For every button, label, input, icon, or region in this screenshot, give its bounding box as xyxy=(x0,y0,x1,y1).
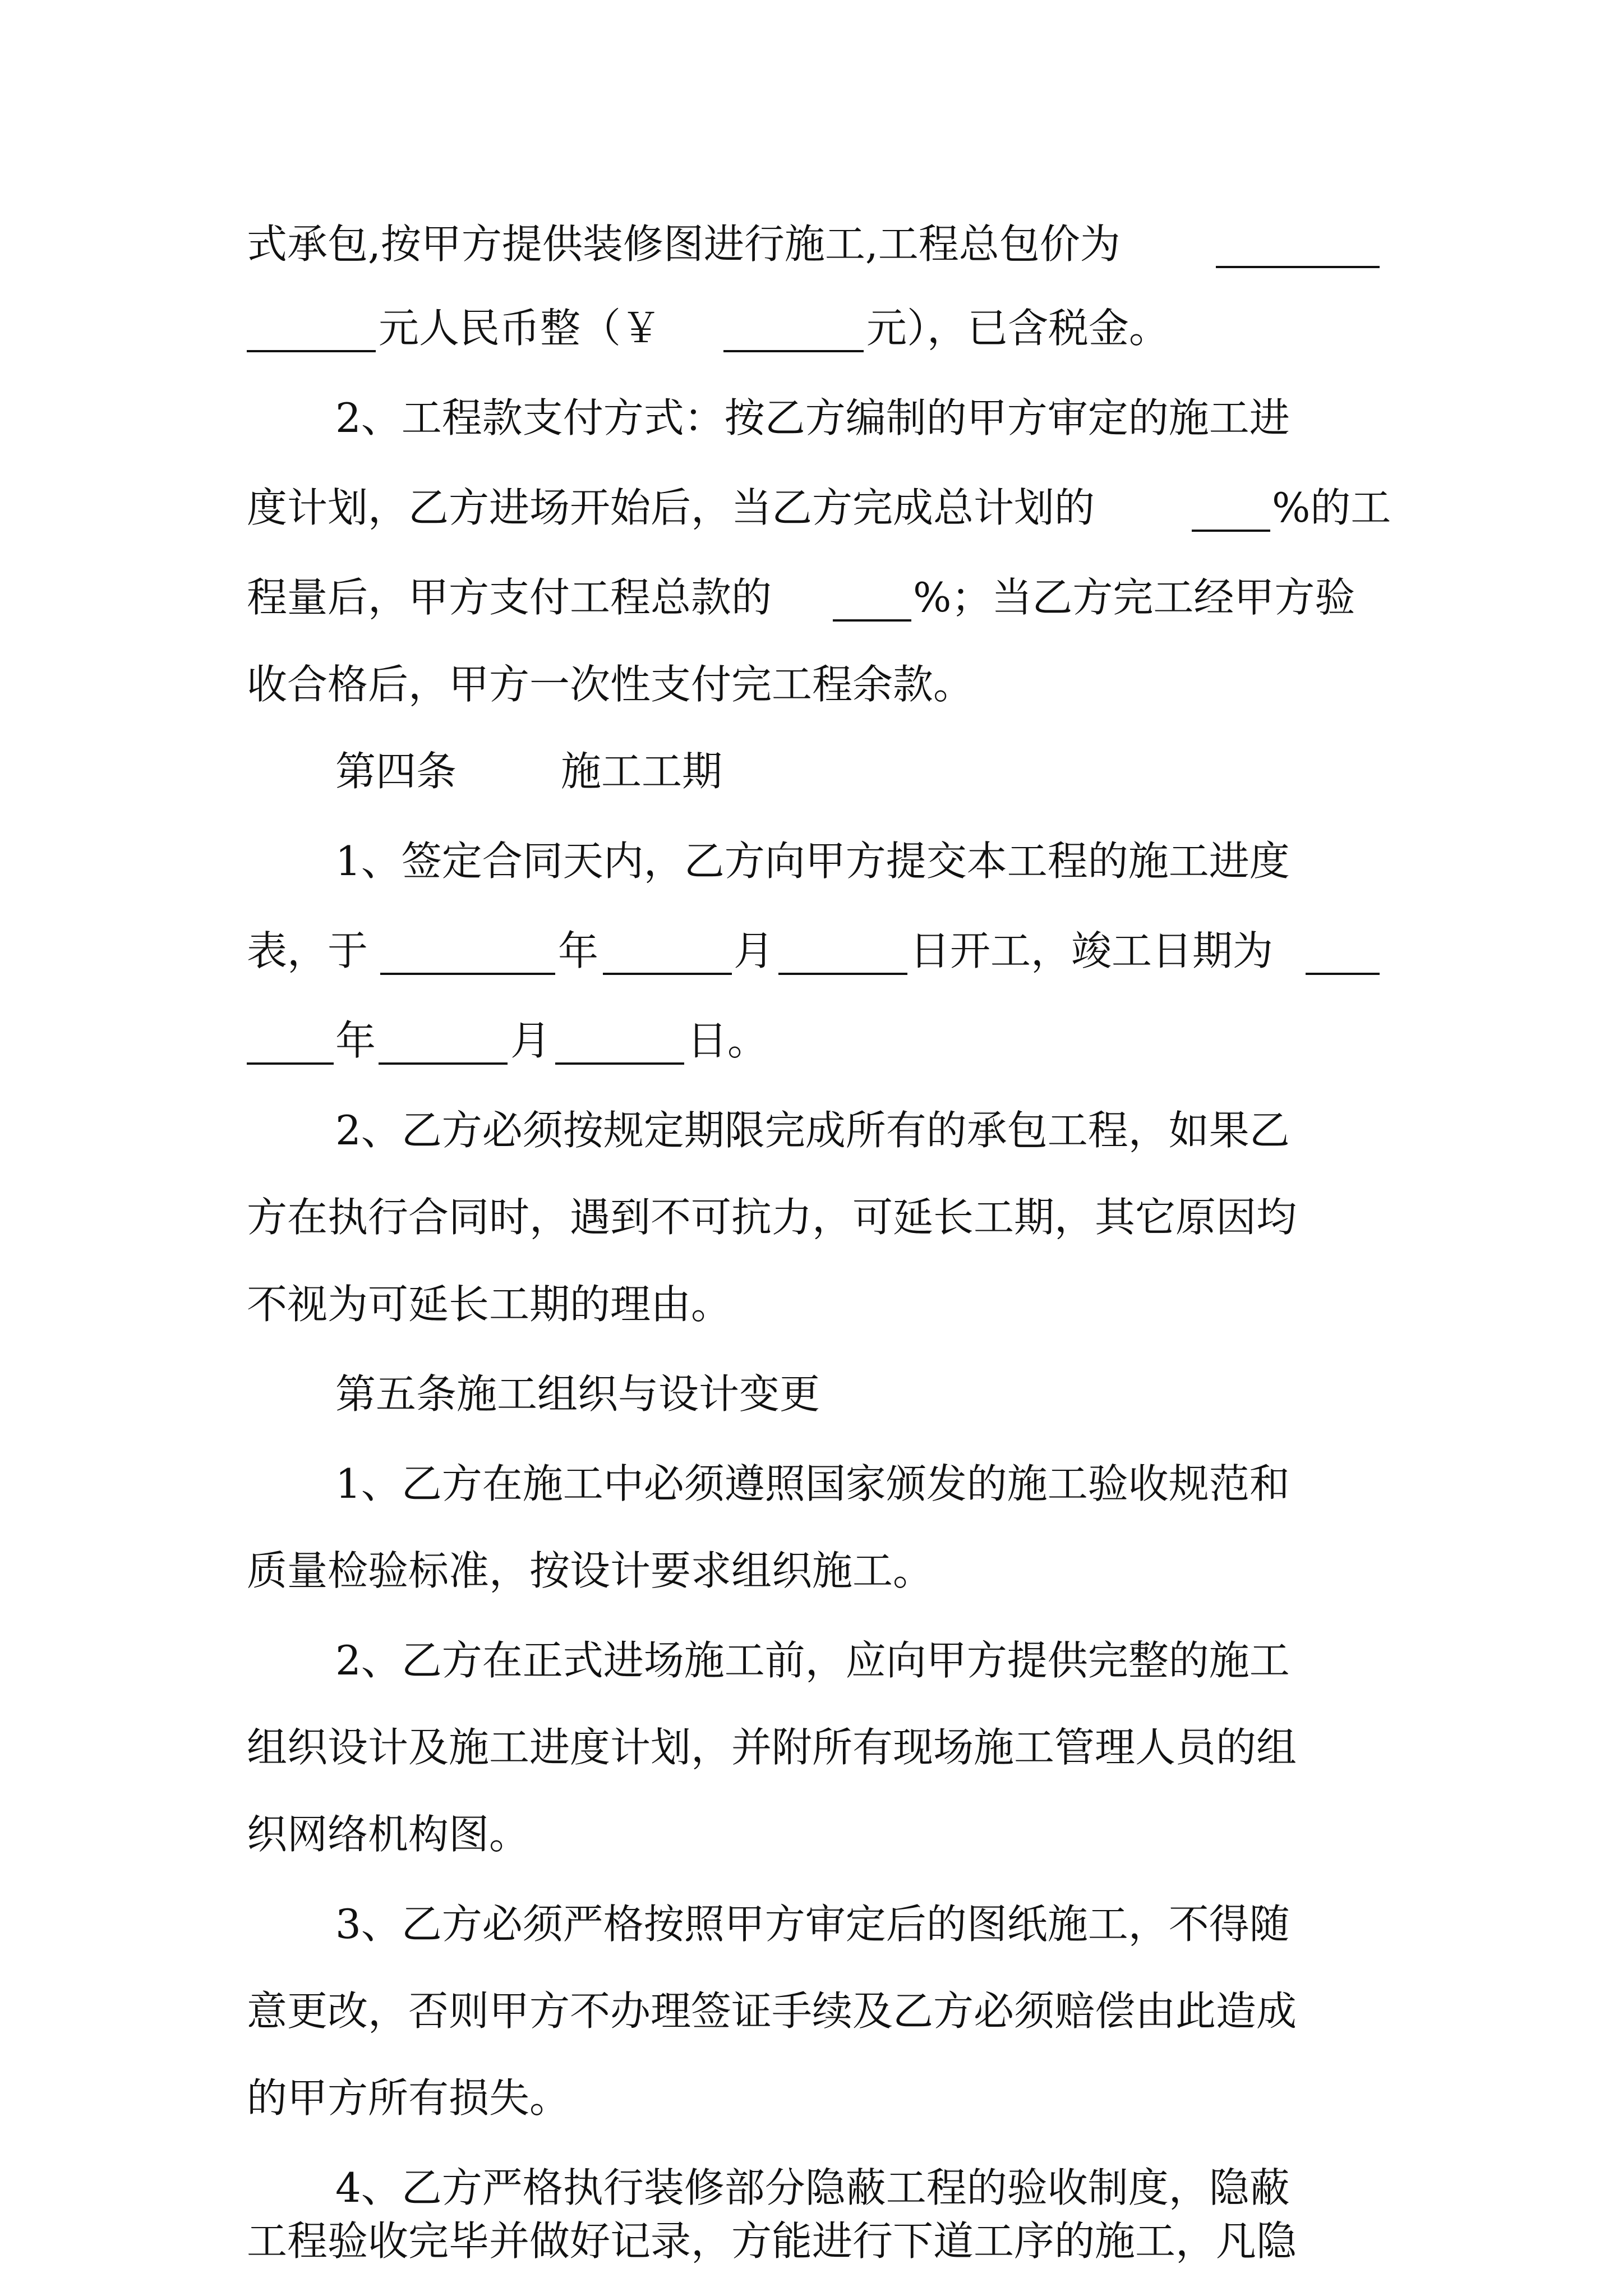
fill-blank xyxy=(379,1003,508,1065)
text-segment: 2、工程款支付方式：按乙方编制的甲方审定的施工进 xyxy=(335,394,1290,441)
text-segment: 年 xyxy=(558,927,599,974)
text-line xyxy=(0,654,1623,715)
text-segment: 日开工，竣工日期为 xyxy=(910,927,1274,974)
text-line xyxy=(0,830,1623,892)
fill-blank xyxy=(778,913,907,975)
text-segment: %的工 xyxy=(1272,484,1391,531)
text-segment: 收合格后，甲方一次性支付完工程余款。 xyxy=(247,661,974,708)
text-segment: 1、签定合同天内，乙方向甲方提交本工程的施工进度 xyxy=(335,838,1290,885)
text-line xyxy=(0,1630,1623,1691)
text-line xyxy=(0,1099,1623,1161)
text-segment: 不视为可延长工期的理由。 xyxy=(247,1281,732,1328)
fill-blank xyxy=(1192,470,1270,532)
text-segment: 月 xyxy=(734,927,774,974)
text-segment: 2、乙方在正式进场施工前，应向甲方提供完整的施工 xyxy=(335,1637,1290,1684)
fill-blank xyxy=(380,913,555,975)
text-segment: 程量后，甲方支付工程总款的 xyxy=(247,574,772,621)
text-segment: 组织设计及施工进度计划，并附所有现场施工管理人员的组 xyxy=(247,1724,1297,1771)
text-segment: 年 xyxy=(335,1017,376,1064)
text-segment: %；当乙方完工经甲方验 xyxy=(913,574,1355,621)
article-heading xyxy=(0,1363,1623,1425)
text-segment: 质量检验标准，按设计要求组织施工。 xyxy=(247,1547,934,1594)
text-segment: 的甲方所有损失。 xyxy=(247,2074,570,2122)
text-segment: 4、乙方严格执行装修部分隐蔽工程的验收制度，隐蔽 xyxy=(335,2164,1290,2211)
fill-blank xyxy=(1216,206,1380,268)
article-heading xyxy=(0,740,1623,802)
fill-blank xyxy=(555,1003,684,1065)
text-line xyxy=(0,1717,1623,1778)
text-line xyxy=(0,1803,1623,1865)
text-line xyxy=(0,477,1623,539)
text-segment: 方在执行合同时，遇到不可抗力，可延长工期，其它原因均 xyxy=(247,1194,1297,1241)
article-title: 第五条施工组织与设计变更 xyxy=(335,1370,820,1418)
text-segment: 元），已含税金。 xyxy=(866,305,1170,352)
text-segment: 2、乙方必须按规定期限完成所有的承包工程，如果乙 xyxy=(335,1107,1290,1154)
text-line xyxy=(0,567,1623,628)
fill-blank xyxy=(833,560,911,622)
text-segment: 日。 xyxy=(687,1017,768,1064)
text-segment: 式承包,按甲方提供装修图进行施工,工程总包价为 xyxy=(247,220,1121,268)
fill-blank xyxy=(247,1003,334,1065)
text-line xyxy=(0,1980,1623,2042)
text-segment: 月 xyxy=(510,1017,551,1064)
article-number: 第四条 xyxy=(335,748,457,795)
fill-blank xyxy=(723,291,864,352)
text-segment: 元人民币整（￥ xyxy=(379,305,662,352)
text-line xyxy=(0,1010,1623,1071)
fill-blank xyxy=(603,913,732,975)
text-line xyxy=(0,297,1623,359)
text-line xyxy=(0,2157,1623,2219)
text-line xyxy=(0,1453,1623,1515)
text-segment: 3、乙方必须严格按照甲方审定后的图纸施工，不得随 xyxy=(335,1901,1290,1948)
text-segment: 度计划，乙方进场开始后，当乙方完成总计划的 xyxy=(247,484,1095,531)
fill-blank xyxy=(247,291,376,352)
text-line xyxy=(0,213,1623,275)
text-segment: 表，于 xyxy=(247,927,368,974)
text-line xyxy=(0,1273,1623,1335)
text-segment: 织网络机构图。 xyxy=(247,1811,530,1858)
text-segment: 意更改，否则甲方不办理签证手续及乙方必须赔偿由此造成 xyxy=(247,1987,1297,2035)
text-line xyxy=(0,2210,1623,2272)
text-line xyxy=(0,1540,1623,1602)
text-line xyxy=(0,920,1623,982)
text-line xyxy=(0,1893,1623,1955)
text-line xyxy=(0,2067,1623,2129)
fill-blank xyxy=(1306,913,1380,975)
text-line xyxy=(0,1186,1623,1248)
text-segment: 工程验收完毕并做好记录，方能进行下道工序的施工，凡隐 xyxy=(247,2217,1297,2265)
text-segment: 1、乙方在施工中必须遵照国家颁发的施工验收规范和 xyxy=(335,1460,1290,1507)
article-title: 施工工期 xyxy=(561,748,723,795)
text-line xyxy=(0,387,1623,449)
